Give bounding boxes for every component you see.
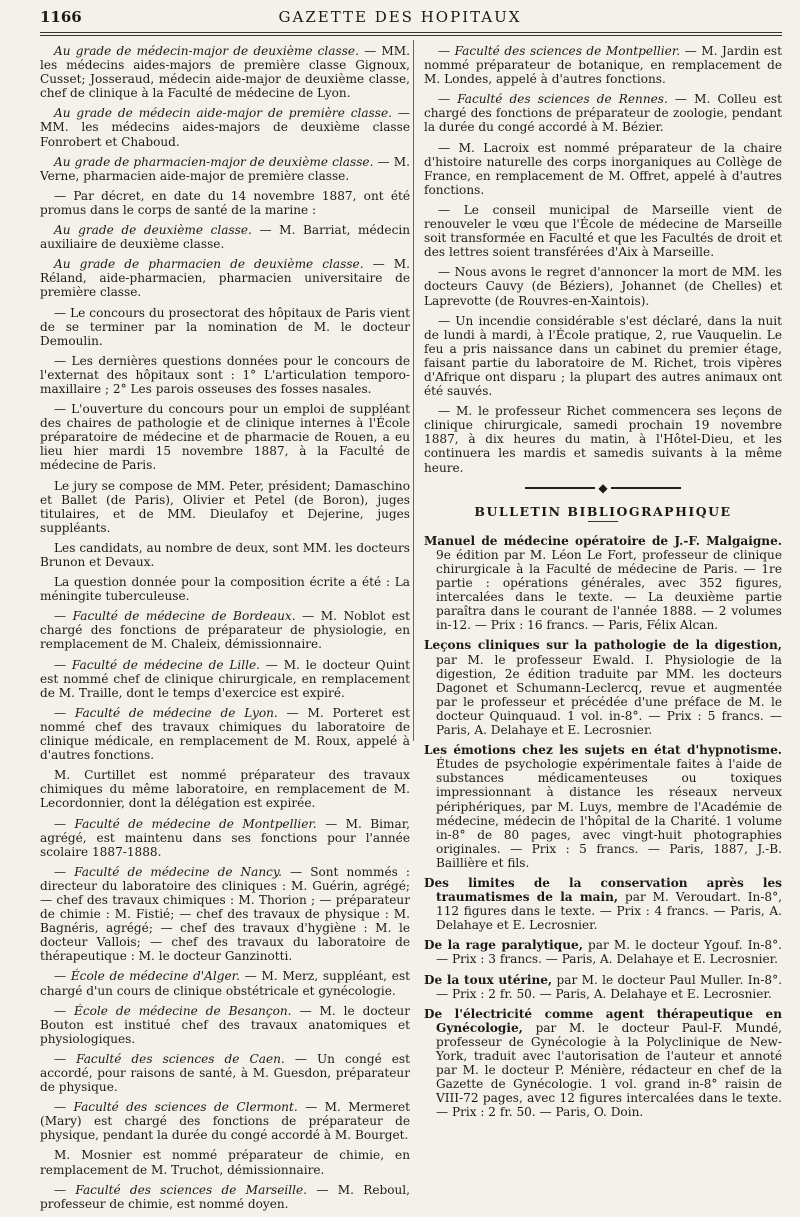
paragraph-text: M. Mosnier est nommé préparateur de chimie, en remplacement de M. Truchot, démissionnaire. [40,1148,410,1177]
paragraph-lead: Au grade de deuxième classe. [54,223,252,238]
page-number: 1166 [40,8,82,26]
paragraph-lead: Au grade de médecin-major de deuxième classe. [54,44,359,58]
book-title: Les émotions chez les sujets en état d'hypnotisme. [424,743,782,758]
news-paragraph [40,1183,410,1211]
news-paragraph [40,106,410,148]
paragraph-lead: — Faculté des sciences de Montpellier. [438,44,681,58]
section-ornament: ◆ [424,481,782,495]
paragraph-lead: — Faculté des sciences de Caen. [54,1051,285,1066]
paragraph-lead: Au grade de médecin aide-major de première classe. [54,106,393,121]
paragraph-text: — M. Merz, suppléant, est chargé d'un cours de clinique obstétricale et gynécologie. [40,969,411,998]
paragraph-text: — M. Barriat, médecin auxiliaire de deuxième classe. [40,223,411,252]
paragraph-lead: — École de médecine de Besançon. [54,1003,292,1018]
book-details: par M. le docteur Ygouf. In-8°. — Prix : 3 francs. — Paris, A. Delahaye et E. Lecrosnier. [436,938,782,967]
news-paragraph [40,306,410,348]
paragraph-text: — MM. les médecins aides-majors de deuxième classe Fonrobert et Chaboud. [40,106,410,149]
bibliography-entry [424,743,782,870]
book-title: Leçons cliniques sur la pathologie de la digestion, [424,638,782,653]
book-title: De l'électricité comme agent thérapeutique en Gynécologie, [424,1006,782,1035]
bulletin-heading: BULLETIN BIBLIOGRAPHIQUE [474,503,732,519]
book-details: 9e édition par M. Léon Le Fort, professeur de clinique chirurgicale à la Faculté de médecine de Paris. — 1re partie : opérations générales, avec 352 figures, intercalées dans le texte. — La deuxième partie paraîtra dans le courant de l'année 1888. — 2 volumes in-12. — Prix : 16 francs. — Paris, Félix Alcan. [436,547,782,633]
paragraph-text: — M. le docteur Quint est nommé chef de clinique chirurgicale, en remplacement de M. Traille, dont le temps d'exercice est expiré. [40,657,411,700]
news-paragraph [40,575,410,603]
book-details: par M. le professeur Ewald. I. Physiologie de la digestion, 2e édition traduite par MM. les docteurs Dagonet et Schumann-Leclercq, revue et augmentée par le professeur et précédée d'une préface de M. le docteur Quinquaud. 1 vol. in-8°. — Prix : 5 francs. — Paris, A. Delahaye et E. Lecrosnier. [436,652,782,738]
paragraph-text: — MM. les médecins aides-majors de première classe Gignoux, Cusset; Josseraud, médecin aide-major de deuxième classe, chef de clinique à la Faculté de médecine de Lyon. [40,44,410,101]
paragraph-text: — M. Verne, pharmacien aide-major de première classe. [40,154,410,183]
paragraph-text: — L'ouverture du concours pour un emploi de suppléant des chaires de pathologie et de clinique internes à l'École préparatoire de médecine et de pharmacie de Rouen, a eu lieu hier mardi 15 novembre 1887, à la Faculté de médecine de Paris. [40,402,410,473]
paragraph-text: — Les dernières questions données pour le concours de l'externat des hôpitaux sont : 1° L'articulation temporo-maxillaire ; 2° Les parois osseuses des fosses nasales. [40,353,410,396]
news-paragraph [40,768,410,810]
left-column [40,44,410,1217]
news-paragraph [40,44,410,100]
header-rule [40,32,782,33]
paragraph-text: — M. Jardin est nommé préparateur de botanique, en remplacement de M. Londes, appelé à d'autres fonctions. [424,44,782,87]
paragraph-text: — Le conseil municipal de Marseille vient de renouveler le vœu que l'École de médecine de Marseille soit transformée en Faculté et que les Facultés de droit et des lettres soient transférées d'Aix à Marseille. [424,202,782,260]
right-column [424,44,782,1125]
paragraph-text: — Un congé est accordé, pour raisons de santé, à M. Guesdon, préparateur de physique. [40,1051,411,1095]
paragraph-text: — M. Porteret est nommé chef des travaux chimiques du laboratoire de clinique médicale, en remplacement de M. Roux, appelé à d'autres fonctions. [40,705,411,763]
paragraph-text: — Un incendie considérable s'est déclaré, dans la nuit de lundi à mardi, à l'École pratique, 2, rue Vauquelin. Le feu a pris naissance dans un cabinet du premier étage, faisant partie du laboratoire de M. Richet, trois vipères d'Afrique ont disparu ; la plupart des autres animaux ont été sauvés. [424,313,782,399]
paragraph-lead: — Faculté de médecine de Bordeaux. [54,609,296,624]
news-paragraph [424,44,782,86]
news-paragraph [40,541,410,569]
paragraph-text: — M. Réland, aide-pharmacien, pharmacien universitaire de première classe. [40,257,410,300]
paragraph-text: — M. le professeur Richet commencera ses leçons de clinique chirurgicale, samedi prochain 19 novembre 1887, à dix heures du matin, à l'Hôtel-Dieu, et les continuera les mardis et samedis suivants à la même heure. [424,404,782,475]
paragraph-text: — M. Mermeret (Mary) est chargé des fonctions de préparateur de physique, pendant la durée du congé accordé à M. Bourget. [40,1100,410,1143]
paragraph-lead: — École de médecine d'Alger. [54,969,240,984]
news-paragraph [40,1148,410,1176]
paragraph-text: Le jury se compose de MM. Peter, président; Damaschino et Ballet (de Paris), Olivier et Petel (de Boron), juges titulaires, et de MM. Dieulafoy et Dejerine, juges suppléants. [40,478,410,535]
paragraph-lead: — Faculté des sciences de Marseille. [54,1182,308,1197]
bibliography-entry [424,638,782,737]
book-details: Études de psychologie expérimentale faites à l'aide de substances médicamenteuses ou toxiques impressionnant à distance les réseaux nerveux périphériques, par M. Luys, membre de l'Académie de médecine, médecin de l'hôpital de la Charité. 1 volume in-8° de 80 pages, avec vingt-huit photographies originales. — Prix : 5 francs. — Paris, 1887, J.-B. Baillière et fils. [436,757,782,870]
paragraph-text: — Le concours du prosectorat des hôpitaux de Paris vient de se terminer par la nomination de M. le docteur Demoulin. [40,305,410,348]
news-paragraph [40,1100,410,1142]
paragraph-text: — M. Reboul, professeur de chimie, est nommé doyen. [40,1182,410,1211]
bibliography-entry [424,1007,782,1120]
news-items-right [424,44,782,475]
paragraph-text: — Sont nommés : directeur du laboratoire des cliniques : M. Guérin, agrégé; — chef des travaux chimiques : M. Thorion ; — préparateur de chimie : M. Fistié; — chef des travaux de physique : M. Bagnéris, agrégé; — chef des travaux d'hygiène : M. le docteur Vallois; — chef des travaux du laboratoire de thérapeutique : M. le docteur Ganzinotti. [40,864,410,964]
news-paragraph [424,265,782,307]
news-paragraph [40,658,410,700]
news-paragraph [40,865,410,964]
news-paragraph [40,257,410,299]
paragraph-text: Les candidats, au nombre de deux, sont MM. les docteurs Brunon et Devaux. [40,540,410,569]
news-paragraph [40,189,410,217]
book-title: Des limites de la conservation après les traumatismes de la main, [424,875,782,905]
news-paragraph [40,479,410,535]
book-title: Manuel de médecine opératoire de J.-F. Malgaigne. [424,533,782,548]
paragraph-text: La question donnée pour la composition écrite a été : La méningite tuberculeuse. [40,575,410,604]
news-paragraph [424,314,782,399]
paragraph-lead: — Faculté des sciences de Clermont. [54,1100,298,1115]
paragraph-lead: — Faculté de médecine de Nancy. [54,864,282,879]
news-paragraph [40,817,410,859]
news-paragraph [40,609,410,651]
news-paragraph [40,969,410,997]
paragraph-text: — M. Lacroix est nommé préparateur de la chaire d'histoire naturelle des corps inorganiques au Collège de France, en remplacement de M. Offret, appelé à d'autres fonctions. [424,140,782,197]
paragraph-text: — M. le docteur Bouton est institué chef des travaux anatomiques et physiologiques. [40,1003,410,1046]
news-paragraph [40,1004,410,1046]
paragraph-text: — M. Colleu est chargé des fonctions de préparateur de zoologie, pendant la durée du congé accordé à M. Bézier. [424,92,783,135]
book-details: par M. le docteur Paul Muller. In-8°. — Prix : 2 fr. 50. — Paris, A. Delahaye et E. Lecrosnier. [436,972,783,1001]
column-divider [413,40,414,741]
news-paragraph [424,404,782,474]
paragraph-lead: — Faculté des sciences de Rennes. [438,92,668,107]
book-title: De la toux utérine, [424,972,553,987]
bibliography-entry [424,938,782,966]
book-title: De la rage paralytique, [424,938,583,953]
news-paragraph [40,354,410,396]
paragraph-lead: — Faculté de médecine de Lille. [54,657,260,672]
news-paragraph [424,92,782,134]
header-rule-double [40,35,782,36]
bibliography-list [424,534,782,1120]
news-paragraph [424,141,782,197]
book-details: par M. Veroudart. In-8°, 112 figures dans le texte. — Prix : 4 francs. — Paris, A. Delahaye et E. Lecrosnier. [436,890,782,933]
news-paragraph [424,203,782,259]
bibliography-entry [424,534,782,633]
paragraph-text: — M. Noblot est chargé des fonctions de préparateur de physiologie, en remplacement de M. Chaleix, démissionnaire. [40,609,410,652]
news-paragraph [40,155,410,183]
bibliography-entry [424,973,782,1001]
news-paragraph [40,402,410,472]
bibliography-entry [424,876,782,932]
paragraph-lead: — Faculté de médecine de Lyon. [54,705,278,720]
news-paragraph [40,706,410,762]
paragraph-text: — Par décret, en date du 14 novembre 1887, ont été promus dans le corps de santé de la marine : [40,188,410,217]
paragraph-lead: Au grade de pharmacien-major de deuxième classe. [54,154,374,169]
paragraph-text: — Nous avons le regret d'annoncer la mort de MM. les docteurs Cauvy (de Béziers), Johannet (de Chelles) et Laprevotte (de Rouvres-en-Xaintois). [424,265,782,308]
paragraph-lead: Au grade de pharmacien de deuxième classe. [54,257,364,272]
paragraph-text: — M. Bimar, agrégé, est maintenu dans ses fonctions pour l'année scolaire 1887-1888. [40,816,410,859]
running-head: GAZETTE DES HOPITAUX [278,8,522,26]
book-details: par M. le docteur Paul-F. Mundé, professeur de Gynécologie à la Polyclinique de New-York, traduit avec l'autorisation de l'auteur et annoté par M. le docteur P. Ménière, rédacteur en chef de la Gazette de Gynécologie. 1 vol. grand in-8° raisin de VIII-72 pages, avec 12 figures intercalées dans le texte. — Prix : 2 fr. 50. — Paris, O. Doin. [436,1020,782,1120]
paragraph-text: M. Curtillet est nommé préparateur des travaux chimiques du même laboratoire, en remplacement de M. Lecordonnier, dont la délégation est expirée. [40,768,410,811]
news-paragraph [40,223,410,251]
news-paragraph [40,1052,410,1094]
paragraph-lead: — Faculté de médecine de Montpellier. [54,816,317,831]
bulletin-heading-rule [588,521,618,522]
